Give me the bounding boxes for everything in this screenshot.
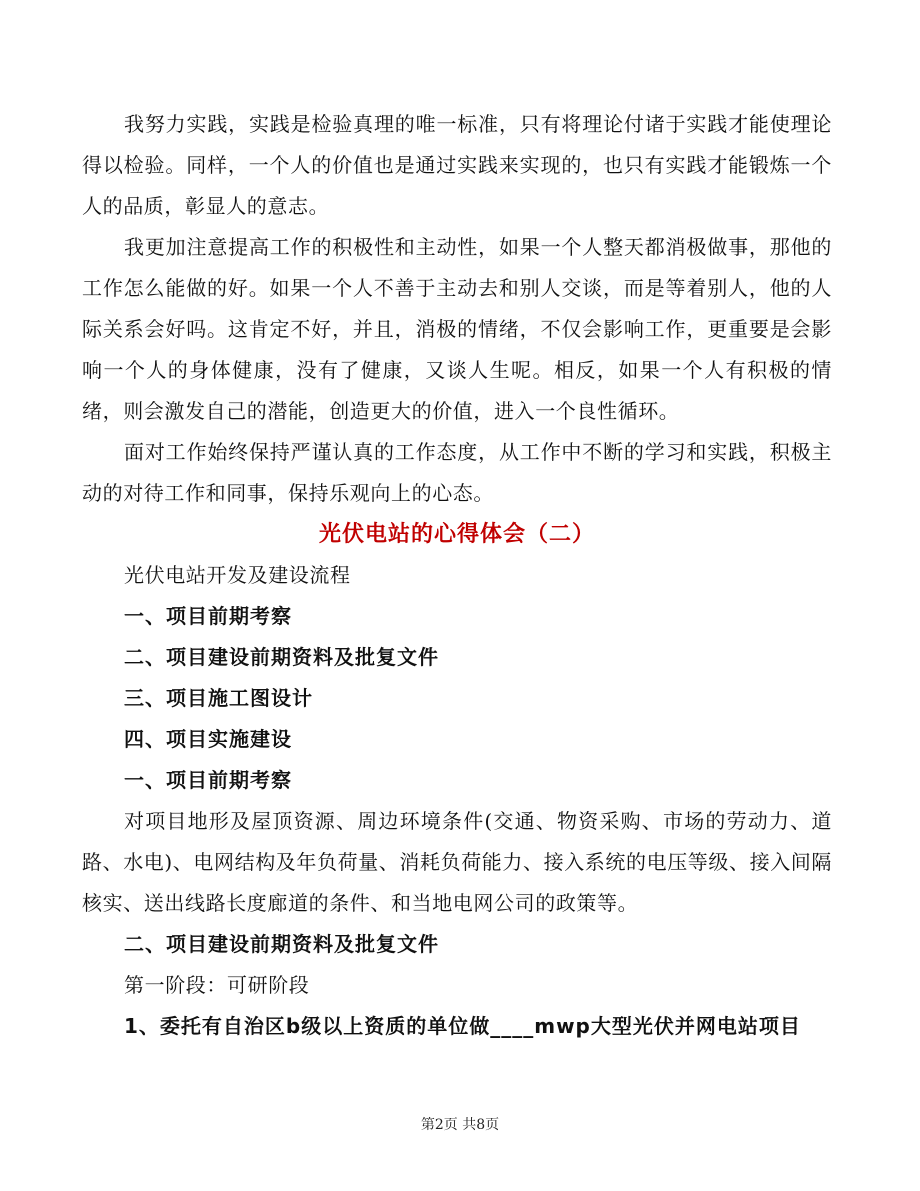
paragraph-initiative: 我更加注意提高工作的积极性和主动性，如果一个人整天都消极做事，那他的工作怎么能做的好。如果一个人不善于主动去和别人交谈，而是等着别人，他的人际关系会好吗。这肯定不好，并且，消极的情绪，不仅会影响工作，更重要是会影响一个人的身体健康，没有了健康，又谈人生呢。相反，如果一个人有积极的情绪，则会激发自己的潜能，创造更大的价值，进入一个良性循环。 xyxy=(82,235,832,423)
survey-text: 对项目地形及屋顶资源、周边环境条件(交通、物资采购、市场的劳动力、道路、水电)、电网结构及年负荷量、消耗负荷能力、接入系统的电压等级、接入间隔核实、送出线路长度廊道的条件、和当地电网公司的政策等。 xyxy=(82,809,833,915)
outline-item-4: 四、项目实施建设 xyxy=(124,727,292,751)
item-entrust: 1、委托有自治区b级以上资质的单位做____mwp大型光伏并网电站项目 xyxy=(124,1014,801,1038)
heading-docs: 二、项目建设前期资料及批复文件 xyxy=(124,932,439,956)
section-title: 光伏电站的心得体会（二） xyxy=(318,522,595,547)
outline-item-3: 三、项目施工图设计 xyxy=(124,686,313,710)
outline-item-2: 二、项目建设前期资料及批复文件 xyxy=(124,645,439,669)
outline-item-1: 一、项目前期考察 xyxy=(124,604,292,628)
process-intro: 光伏电站开发及建设流程 xyxy=(124,563,351,587)
heading-survey: 一、项目前期考察 xyxy=(124,768,292,792)
paragraph-attitude: 面对工作始终保持严谨认真的工作态度，从工作中不断的学习和实践，积极主动的对待工作和同事，保持乐观向上的心态。 xyxy=(82,440,832,505)
stage-label: 第一阶段：可研阶段 xyxy=(124,973,310,997)
document-body xyxy=(82,104,832,1047)
page-number: 第2页 共8页 xyxy=(420,1117,500,1133)
paragraph-practice: 我努力实践，实践是检验真理的唯一标准，只有将理论付诸于实践才能使理论得以检验。同样，一个人的价值也是通过实践来实现的，也只有实践才能锻炼一个人的品质，彰显人的意志。 xyxy=(82,112,832,218)
